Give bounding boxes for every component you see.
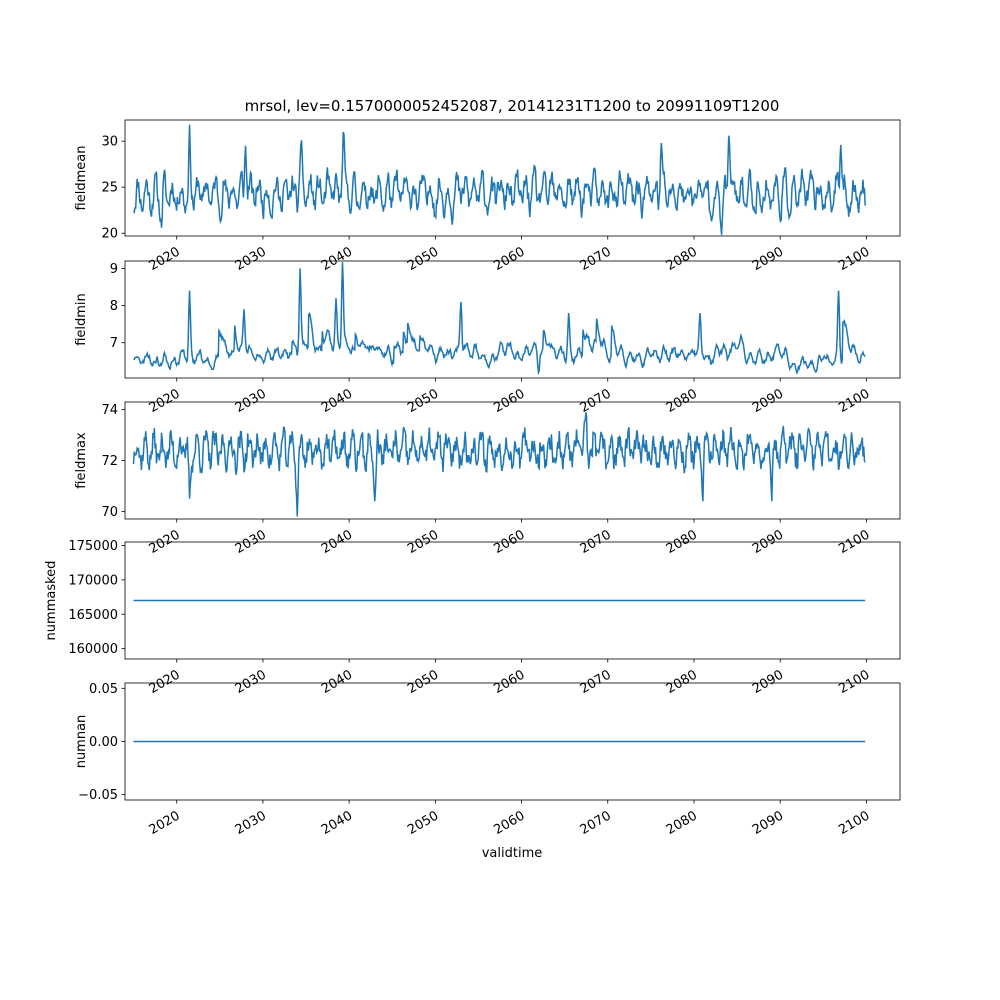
x-tick-label: 2060: [491, 667, 528, 698]
axes-frame: [125, 402, 900, 519]
panel-numnan: [74, 682, 900, 838]
y-tick-label: 160000: [68, 642, 118, 658]
x-tick-label: 2050: [405, 667, 442, 698]
x-tick-label: 2040: [318, 527, 356, 558]
y-axis-label: nummasked: [44, 560, 59, 641]
series-line-fieldmean: [134, 125, 866, 235]
x-tick-label: 2040: [318, 386, 356, 417]
x-tick-label: 2030: [232, 808, 269, 839]
x-tick-label: 2080: [663, 244, 700, 275]
x-tick-label: 2060: [491, 244, 528, 275]
y-tick-label: 20: [101, 226, 118, 242]
y-tick-label: 74: [101, 403, 118, 419]
x-tick-label: 2030: [232, 386, 269, 417]
x-tick-label: 2040: [318, 667, 356, 698]
axes-frame: [125, 261, 900, 378]
x-tick-label: 2090: [750, 244, 787, 275]
y-axis-label: fieldmin: [74, 293, 89, 346]
y-tick-label: 72: [101, 454, 118, 469]
x-tick-label: 2100: [836, 667, 873, 698]
x-tick-label: 2050: [405, 244, 442, 275]
x-tick-label: 2070: [577, 527, 614, 558]
x-tick-label: 2040: [318, 244, 356, 275]
y-axis-label: numnan: [74, 714, 89, 769]
x-tick-label: 2070: [577, 808, 614, 839]
x-tick-label: 2080: [663, 386, 700, 417]
x-tick-label: 2050: [405, 386, 442, 417]
y-tick-label: 170000: [68, 573, 118, 589]
x-tick-label: 2060: [491, 527, 528, 558]
x-tick-label: 2090: [750, 527, 787, 558]
y-tick-label: 8: [109, 299, 118, 315]
y-tick-label: 0.00: [89, 735, 118, 750]
panel-fieldmean: [74, 120, 900, 274]
x-tick-label: 2090: [750, 667, 787, 698]
x-axis-label: validtime: [481, 846, 543, 861]
x-tick-label: 2020: [146, 808, 183, 839]
y-tick-label: 30: [101, 134, 118, 150]
x-tick-label: 2070: [577, 667, 614, 698]
y-tick-label: 165000: [68, 607, 118, 623]
x-tick-label: 2030: [232, 244, 269, 275]
panel-nummasked: [44, 539, 900, 697]
y-tick-label: 9: [109, 261, 118, 277]
x-tick-label: 2080: [663, 527, 700, 558]
x-tick-label: 2100: [836, 386, 873, 417]
x-tick-label: 2030: [232, 527, 269, 558]
y-axis-label: fieldmax: [74, 432, 89, 489]
x-tick-label: 2020: [146, 527, 183, 558]
x-tick-label: 2100: [836, 808, 873, 839]
figure-title: mrsol, lev=0.1570000052452087, 20141231T1200 to 20991109T1200: [244, 97, 780, 115]
y-tick-label: 175000: [68, 538, 118, 554]
series-line-fieldmin: [134, 262, 866, 373]
y-tick-label: 25: [101, 180, 118, 196]
x-tick-label: 2070: [577, 386, 614, 417]
x-tick-label: 2040: [318, 808, 356, 839]
y-tick-label: 0.05: [89, 681, 118, 697]
x-tick-label: 2070: [577, 244, 614, 275]
y-tick-label: 7: [109, 336, 118, 352]
x-tick-label: 2060: [491, 808, 528, 839]
x-tick-label: 2080: [663, 667, 700, 698]
x-tick-label: 2100: [836, 244, 873, 275]
x-tick-label: 2020: [146, 244, 183, 275]
x-tick-label: 2030: [232, 667, 269, 698]
x-tick-label: 2090: [750, 386, 787, 417]
panel-fieldmax: [74, 402, 900, 557]
y-axis-label: fieldmean: [74, 145, 89, 211]
y-tick-label: −0.05: [78, 788, 118, 804]
x-tick-label: 2060: [491, 386, 528, 417]
x-tick-label: 2020: [146, 667, 183, 698]
x-tick-label: 2050: [405, 527, 442, 558]
x-tick-label: 2090: [750, 808, 787, 839]
x-tick-label: 2080: [663, 808, 700, 839]
x-tick-label: 2020: [146, 386, 183, 417]
x-tick-label: 2100: [836, 527, 873, 558]
y-tick-label: 70: [101, 504, 118, 520]
panel-fieldmin: [74, 261, 900, 419]
series-line-fieldmax: [134, 412, 866, 516]
x-tick-label: 2050: [405, 808, 442, 839]
